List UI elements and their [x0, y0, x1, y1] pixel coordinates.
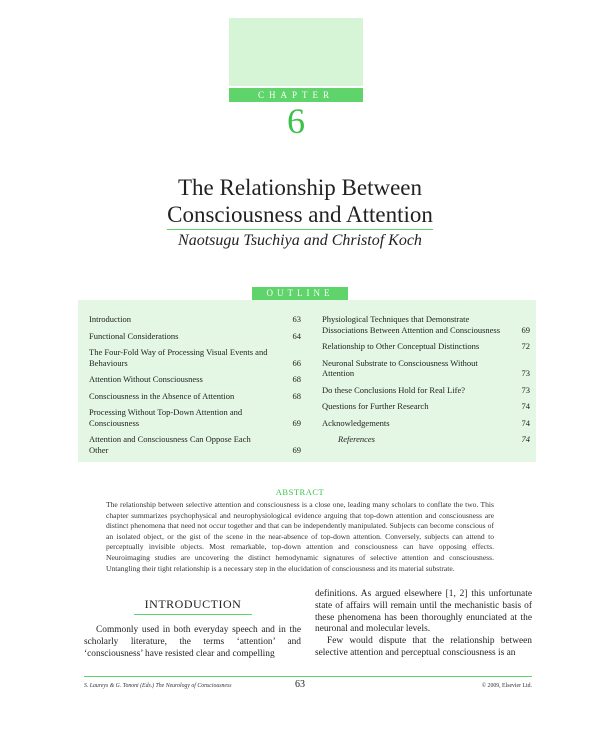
- outline-item[interactable]: [322, 358, 530, 379]
- outline-item[interactable]: [89, 374, 301, 385]
- chapter-decor-box: [229, 18, 363, 86]
- outline-item-page: 68: [292, 390, 301, 401]
- outline-item[interactable]: [322, 418, 530, 429]
- outline-item[interactable]: [322, 385, 530, 396]
- body-column-1: Commonly used in both everyday speech and in the scholarly literature, the terms ‘attention’ and ‘consciousness’ have resisted clear and compelling: [84, 625, 301, 659]
- outline-item-page: 64: [292, 330, 301, 341]
- outline-label: OUTLINE: [252, 287, 348, 300]
- outline-item-title: Introduction: [89, 314, 132, 324]
- outline-item-page: 69: [292, 417, 301, 428]
- outline-item[interactable]: [89, 314, 301, 325]
- outline-item[interactable]: [322, 401, 530, 412]
- outline-item-page: 74: [521, 417, 530, 428]
- outline-item-page: 73: [521, 384, 530, 395]
- authors: Naotsugu Tsuchiya and Christof Koch: [178, 232, 422, 249]
- outline-item-page: 74: [521, 434, 530, 444]
- outline-item[interactable]: [322, 434, 530, 445]
- outline-item[interactable]: [89, 391, 301, 402]
- abstract-text: The relationship between selective attention and consciousness is a close one, leading many scholars to conflate the two. This chapter summarizes psychophysical and neurophysiological evidence arguing that top-down attention and consciousness are distinct phenomena that need not occur together and that can be independently manipulated. Subjects can become conscious of an isolated object, or the gist of the scene in the near-absence of top-down attention. Conversely, subjects can attend to perceptually invisible objects. Most remarkable, top-down attention and consciousness can have opposing effects. Neuroimaging studies are uncovering the distinct hemodynamic signatures of selective attention and consciousness. Untangling their tight relationship is a necessary step in the elucidation of consciousness and its material substrate.: [106, 500, 494, 573]
- body-paragraph: Few would dispute that the relationship between selective attention and perceptual consciousness is an: [315, 636, 532, 658]
- outline-item[interactable]: [89, 347, 301, 368]
- outline-item-title: References: [338, 434, 375, 444]
- body-column-2: [315, 589, 532, 660]
- chapter-title: [0, 174, 600, 230]
- outline-item-title: Processing Without Top-Down Attention and Consciousness: [89, 407, 243, 428]
- outline-right-column: [322, 314, 530, 451]
- body-paragraph: definitions. As argued elsewhere [1, 2] this unfortunate state of affairs will remain until the mechanistic basis of these phenomena has been thoroughly enunciated at the neuronal and molecular levels.: [315, 589, 532, 635]
- chapter-number: 6: [287, 101, 305, 141]
- outline-item-page: 68: [292, 374, 301, 384]
- outline-item-title: Attention and Consciousness Can Oppose Each Other: [89, 434, 251, 455]
- introduction-heading: INTRODUCTION: [134, 597, 252, 615]
- outline-item-title: The Four-Fold Way of Processing Visual Events and Behaviours: [89, 347, 268, 368]
- chapter-title-line2: Consciousness and Attention: [167, 201, 433, 230]
- outline-item-page: 66: [292, 357, 301, 368]
- outline-item[interactable]: [89, 434, 301, 455]
- outline-item[interactable]: [89, 407, 301, 428]
- outline-item-title: Neuronal Substrate to Consciousness Without Attention: [322, 357, 478, 378]
- footer-copyright: © 2009, Elsevier Ltd.: [481, 683, 532, 689]
- footer-divider: [84, 676, 532, 677]
- outline-left-column: [89, 314, 301, 461]
- chapter-title-line1: The Relationship Between: [178, 175, 422, 200]
- footer-citation: S. Laureys & G. Tononi (Eds.) The Neurology of Consciousness: [84, 683, 232, 689]
- outline-item-page: 72: [521, 341, 530, 351]
- chapter-label: CHAPTER: [229, 88, 363, 102]
- outline-item-title: Relationship to Other Conceptual Distinctions: [322, 341, 480, 351]
- outline-item-page: 69: [521, 324, 530, 335]
- abstract-heading: ABSTRACT: [275, 487, 325, 497]
- outline-item[interactable]: [322, 314, 530, 335]
- outline-item-page: 73: [521, 368, 530, 378]
- outline-item-title: Functional Considerations: [89, 330, 179, 341]
- outline-item-title: Attention Without Consciousness: [89, 374, 203, 384]
- outline-item[interactable]: [89, 331, 301, 342]
- outline-item-title: Do these Conclusions Hold for Real Life?: [322, 384, 466, 395]
- page-number: 63: [295, 679, 305, 690]
- outline-item-title: Acknowledgements: [322, 417, 390, 428]
- outline-item-page: 63: [292, 314, 301, 324]
- outline-item[interactable]: [322, 341, 530, 352]
- outline-item-title: Physiological Techniques that Demonstrate Dissociations Between Attention and Consciousness: [322, 314, 501, 335]
- outline-item-page: 74: [521, 401, 530, 411]
- outline-item-title: Consciousness in the Absence of Attention: [89, 390, 235, 401]
- outline-item-page: 69: [292, 444, 301, 455]
- outline-item-title: Questions for Further Research: [322, 401, 429, 411]
